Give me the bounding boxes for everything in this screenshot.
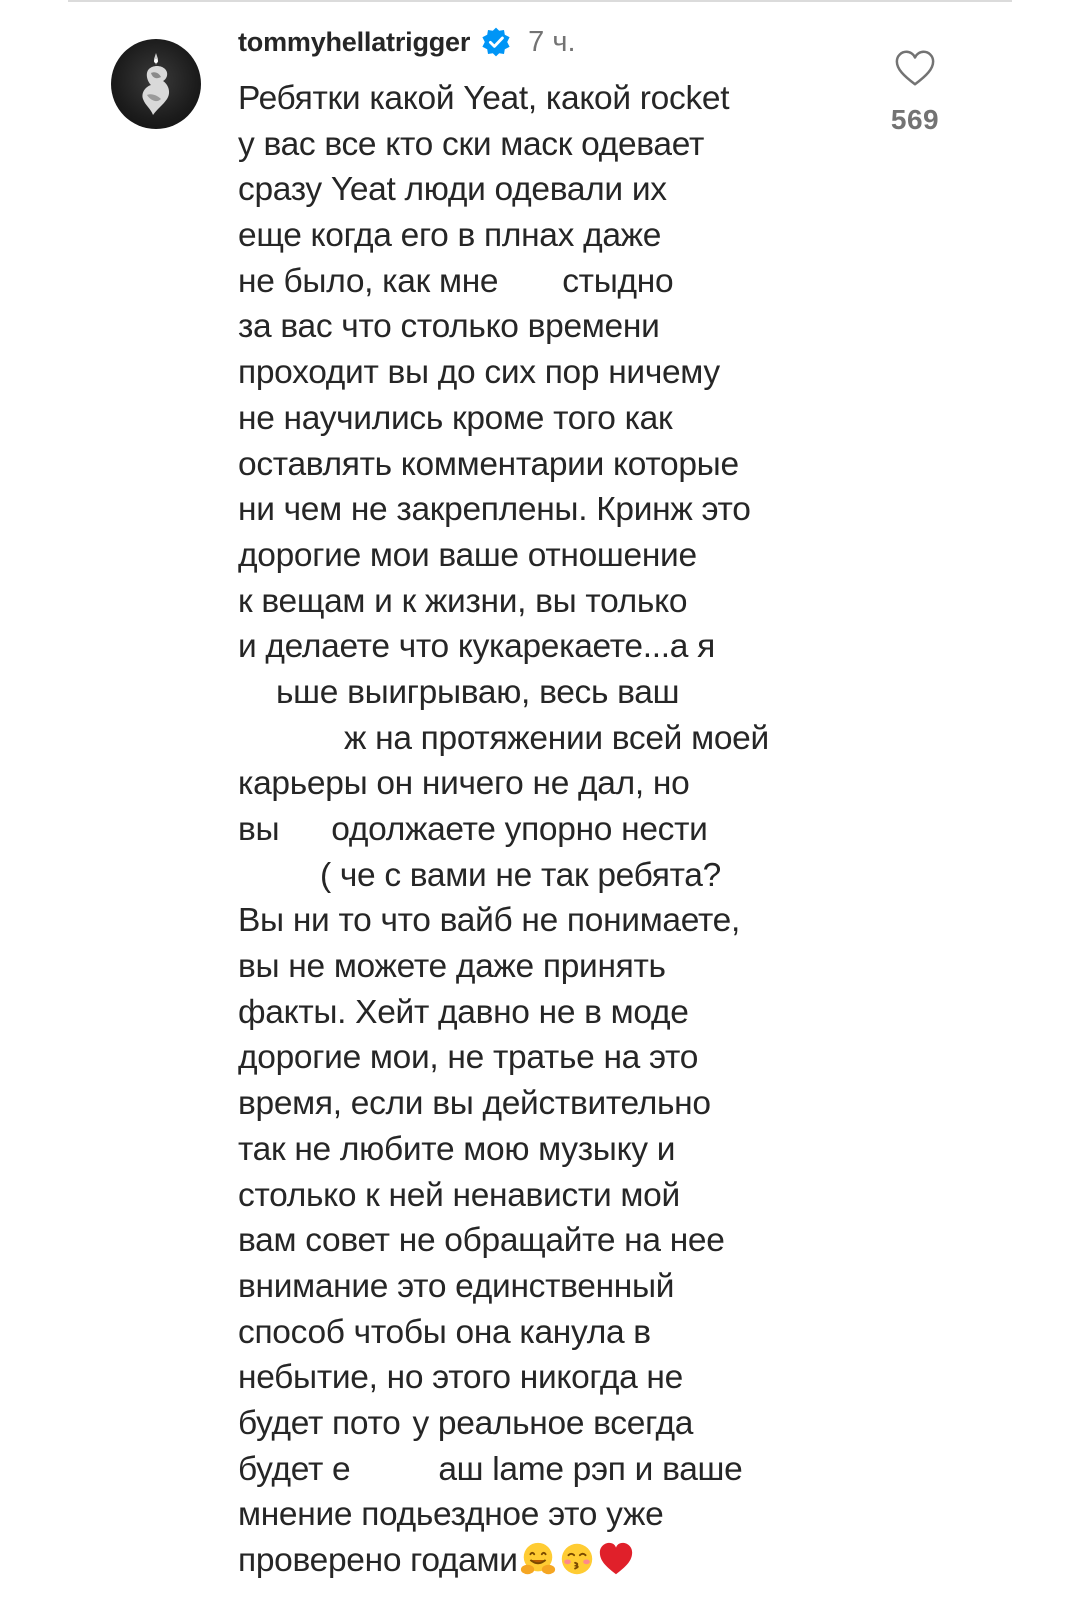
- timestamp: 7 ч.: [528, 25, 576, 58]
- heart-icon[interactable]: [894, 48, 936, 88]
- comment-line-part: ьше выигрываю, весь ваш: [276, 673, 680, 711]
- comment-line: Вы ни то что вайб не понимаете,: [238, 902, 740, 940]
- comment-header: [238, 22, 576, 62]
- comment-line-part: будет пото: [238, 1404, 401, 1442]
- comment-line-part: ( че с вами не так ребята?: [320, 856, 721, 894]
- comment-line-part: у реальное всегда: [412, 1404, 694, 1442]
- comment-line: и делаете что кукарекаете...а я: [238, 628, 715, 666]
- comment-line: небытие, но этого никогда не: [238, 1359, 683, 1397]
- kissing-face-emoji-icon: [558, 1540, 596, 1578]
- verified-badge-icon: [480, 26, 512, 58]
- comment-line: вам совет не обращайте на нее: [238, 1222, 725, 1260]
- comment-line: Ребятки какой Yeat, какой rocket: [238, 80, 730, 117]
- comment-line: за вас что столько времени: [238, 308, 660, 346]
- comment-line-part: нах даже: [521, 217, 662, 255]
- comment-line: факты. Хейт давно не в моде: [238, 993, 689, 1031]
- comment-line: [238, 853, 878, 899]
- comment-line: способ чтобы она канула в: [238, 1313, 651, 1351]
- comment-line-part: аш lame рэп и ваше: [438, 1450, 743, 1488]
- like-area: [880, 48, 950, 136]
- comment-line: у вас все кто ски маск одевает: [238, 125, 705, 163]
- comment-line: столько к ней ненависти мой: [238, 1176, 680, 1214]
- like-count: 569: [890, 104, 940, 135]
- comment-line: [238, 213, 878, 259]
- comment-line-part: еще когда его в пл: [238, 217, 522, 255]
- comment-line-part: не было, как мне: [238, 262, 499, 300]
- comment-line: вы не можете даже принять: [238, 948, 666, 986]
- comment-line: внимание это единственный: [238, 1267, 675, 1305]
- comment-line: оставлять комментарии которые: [238, 445, 739, 483]
- comment-line: карьеры он ничего не дал, но: [238, 765, 690, 803]
- comment-line: время, если вы действительно: [238, 1085, 711, 1123]
- comment-line: не научились кроме того как: [238, 399, 673, 437]
- hugging-face-emoji-icon: [519, 1540, 557, 1578]
- comment-line: [238, 1538, 878, 1584]
- comment-line-part: проверено годами: [238, 1542, 518, 1579]
- comment-line-part: ж на протяжении всей моей: [344, 719, 769, 757]
- comment-line: [238, 807, 878, 853]
- comment-line: [238, 716, 878, 762]
- comment-line-part: будет е: [238, 1450, 351, 1488]
- comment-line: проходит вы до сих пор ничему: [238, 354, 720, 392]
- comment-line: сразу Yeat люди одевали их: [238, 171, 667, 209]
- comment-line-part: вы: [238, 811, 280, 848]
- comment-line: ни чем не закреплены. Кринж это: [238, 491, 751, 529]
- username[interactable]: tommyhellatrigger: [238, 26, 471, 57]
- avatar[interactable]: [111, 39, 201, 129]
- comment-line: [238, 1401, 878, 1447]
- comment-line: так не любите мою музыку и: [238, 1130, 676, 1168]
- comment-line: [238, 259, 878, 305]
- comment-line-part: стыдно: [562, 262, 674, 300]
- comment-line: мнение подьездное это уже: [238, 1496, 664, 1534]
- avatar-pendant-icon: [111, 39, 201, 129]
- comment-line: [238, 670, 878, 716]
- comment-line: дорогие мои, не тратье на это: [238, 1039, 699, 1077]
- comment-line: [238, 1447, 878, 1493]
- comment-line: дорогие мои ваше отношение: [238, 536, 697, 574]
- red-heart-emoji-icon: [597, 1540, 635, 1578]
- comment-line-part: одолжаете упорно нести: [331, 811, 708, 848]
- comment-text: [238, 76, 878, 1584]
- comment-line: к вещам и к жизни, вы только: [238, 582, 688, 620]
